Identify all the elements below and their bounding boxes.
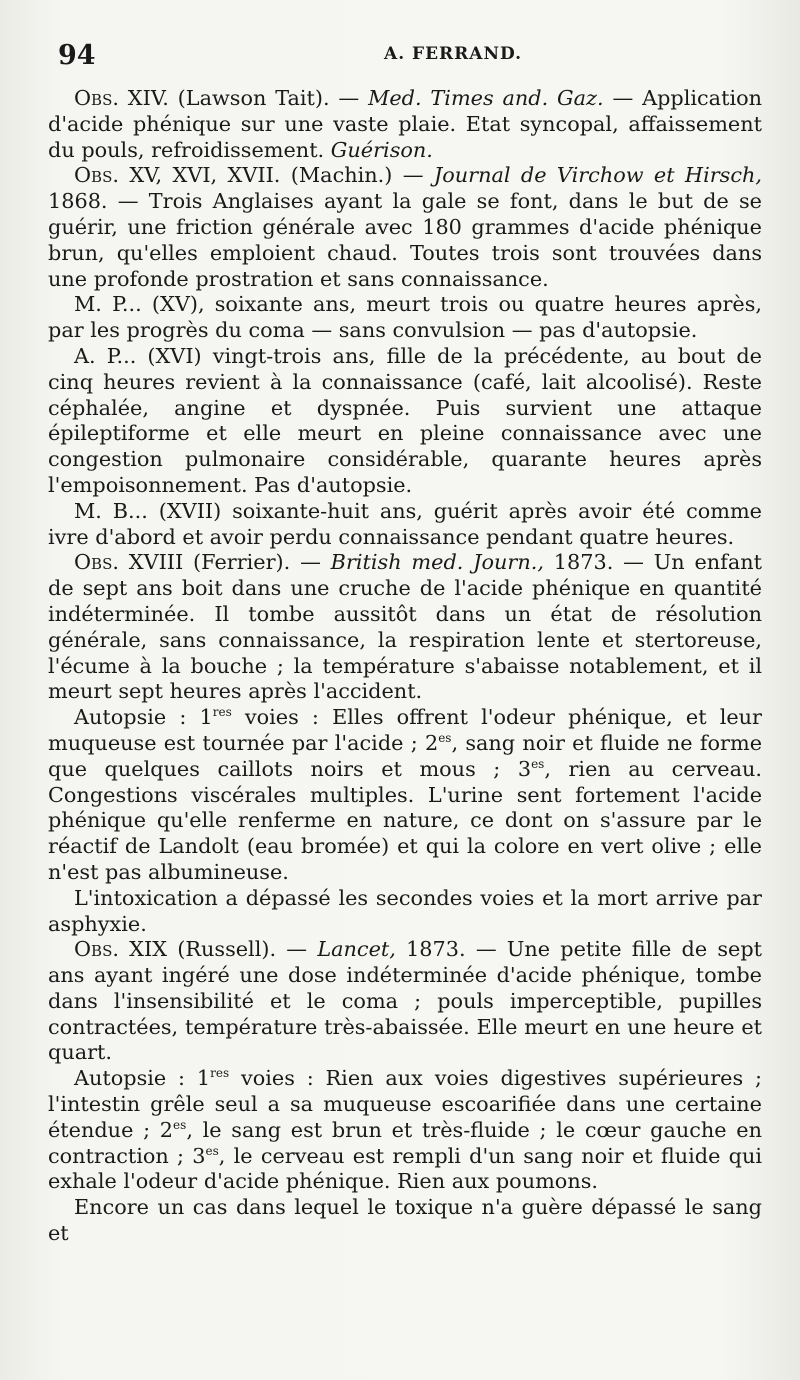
paragraph-autopsy-xix bbox=[48, 1066, 762, 1195]
paragraph-obs-xiv bbox=[48, 86, 762, 163]
paragraph-obs-xix bbox=[48, 937, 762, 1066]
paragraph-autopsy-xviii bbox=[48, 705, 762, 886]
paragraph-obs-xv-xvii bbox=[48, 163, 762, 292]
superscript: res bbox=[210, 1066, 230, 1081]
superscript: es bbox=[531, 756, 545, 771]
autopsy-text: voies : Elles offrent l'odeur phénique, et leur muqueuse est tournée par l'acide ; 2 bbox=[48, 705, 762, 755]
superscript: res bbox=[212, 705, 232, 720]
obs-label: Obs. bbox=[74, 937, 119, 962]
superscript: es bbox=[173, 1117, 187, 1132]
obs-text: — Application d'acide phénique sur une vaste plaie. Etat syncopal, affaissement du pouls, refroidissement. bbox=[48, 86, 763, 162]
page-number: 94 bbox=[58, 40, 96, 71]
obs-text: 1873. — Un enfant de sept ans boit dans une cruche de l'acide phénique en quantité indéterminée. Il tombe aussitôt dans un état de résolution générale, sans connaissance, la respiration lente et stertoreuse, l'écume à la bouche ; la température s'abaisse notablement, et il meurt sept heures après l'accident. bbox=[48, 550, 763, 704]
autopsy-text: , rien au cerveau. Congestions viscérales multiples. L'urine sent fortement l'acide phénique qu'elle renferme en nature, ce dont on s'assure par le réactif de Landolt (eau bromée) et qui la colore en vert olive ; elle n'est pas albumineuse. bbox=[48, 756, 762, 884]
obs-number: XV, XVI, XVII. (Machin.) — bbox=[118, 163, 434, 188]
obs-label: Obs. bbox=[74, 86, 119, 110]
body-text bbox=[48, 86, 762, 1247]
obs-label: Obs. bbox=[74, 550, 119, 575]
autopsy-text: voies : Rien aux voies digestives supérieures ; l'intestin grêle seul a sa muqueuse escoarifiée dans une certaine étendue ; 2 bbox=[48, 1066, 762, 1142]
paragraph-case-xv: M. P... (XV), soixante ans, meurt trois ou quatre heures après, par les progrès du coma — sans convulsion — pas d'autopsie. bbox=[48, 292, 762, 343]
page-header bbox=[52, 38, 762, 78]
obs-source: Med. Times and. Gaz. bbox=[368, 86, 604, 110]
autopsy-text: , le sang est brun et très-fluide ; le cœur gauche en contraction ; 3 bbox=[48, 1117, 763, 1168]
obs-source: Journal de Virchow et Hirsch, bbox=[433, 163, 762, 188]
obs-number: XIV. (Lawson Tait). — bbox=[118, 86, 369, 110]
autopsy-text: , le cerveau est rempli d'un sang noir et fluide qui exhale l'odeur d'acide phénique. Rien aux poumons. bbox=[48, 1143, 762, 1194]
paragraph-case-xvi: A. P... (XVI) vingt-trois ans, fille de la précédente, au bout de cinq heures revient à la connaissance (café, lait alcoolisé). Reste céphalée, angine et dyspnée. Puis survient une attaque épileptiforme et elle meurt en pleine connaissance avec une congestion pulmonaire considérable, quarante heures après l'empoisonnement. Pas d'autopsie. bbox=[48, 343, 762, 497]
running-head: A. FERRAND. bbox=[384, 44, 523, 64]
obs-text: 1873. — Une petite fille de sept ans ayant ingéré une dose indéterminée d'acide phénique, tombe dans l'insensibilité et le coma ; pouls imperceptible, pupilles contractées, température très-abaissée. Elle meurt en une heure et quart. bbox=[48, 937, 762, 1065]
autopsy-text: Autopsie : 1 bbox=[74, 1066, 211, 1091]
paragraph-final: Encore un cas dans lequel le toxique n'a guère dépassé le sang et bbox=[48, 1195, 762, 1246]
autopsy-text: Autopsie : 1 bbox=[74, 705, 213, 730]
autopsy-text: , sang noir et fluide ne forme que quelques caillots noirs et mous ; 3 bbox=[48, 730, 763, 781]
obs-text: 1868. — Trois Anglaises ayant la gale se font, dans le but de se guérir, une friction générale avec 180 grammes d'acide phénique brun, qu'elles emploient chaud. Toutes trois sont trouvées dans une profonde prostration et sans connaissance. bbox=[48, 189, 762, 291]
paragraph-obs-xviii bbox=[48, 550, 762, 705]
obs-source: Lancet, bbox=[317, 937, 396, 962]
obs-number: XVIII (Ferrier). — bbox=[118, 550, 331, 575]
obs-label: Obs. bbox=[74, 163, 119, 188]
obs-source: British med. Journ., bbox=[330, 550, 544, 575]
obs-number: XIX (Russell). — bbox=[118, 937, 318, 962]
paragraph-intoxication: L'intoxication a dépassé les secondes voies et la mort arrive par asphyxie. bbox=[48, 885, 762, 936]
superscript: es bbox=[205, 1143, 219, 1158]
obs-outcome: Guérison. bbox=[330, 137, 433, 162]
paragraph-case-xvii: M. B... (XVII) soixante-huit ans, guérit après avoir été comme ivre d'abord et avoir perdu connaissance pendant quatre heures. bbox=[48, 498, 762, 549]
superscript: es bbox=[438, 730, 452, 745]
